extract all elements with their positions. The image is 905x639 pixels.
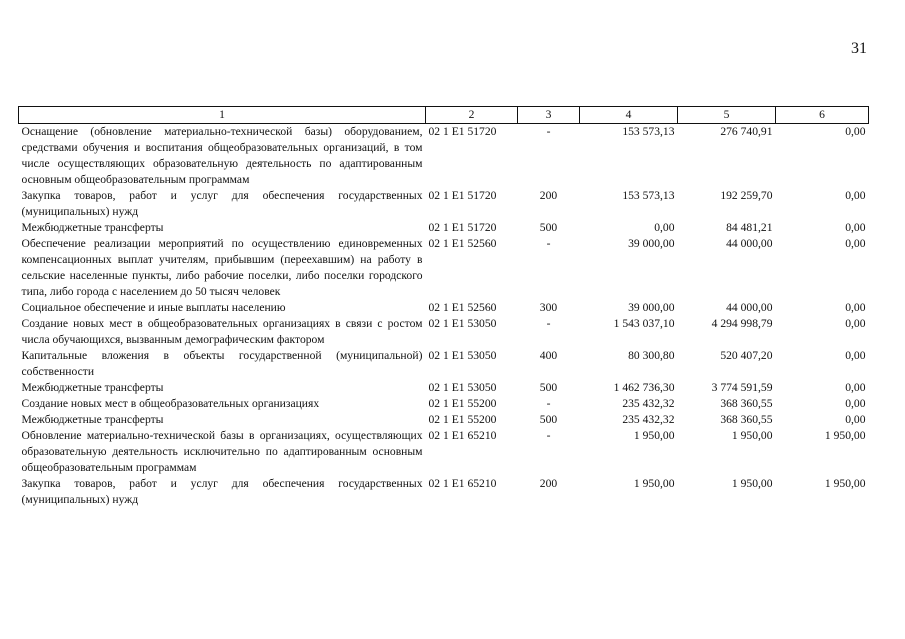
column-header-6: 6	[776, 107, 869, 124]
table-row	[19, 348, 869, 380]
table-row	[19, 220, 869, 236]
row-amount-col6: 0,00	[845, 301, 866, 314]
row-target-code: 02 1 E1 55200	[428, 413, 497, 426]
row-target-code: 02 1 E1 52560	[428, 237, 497, 250]
row-target-code: 02 1 E1 53050	[428, 349, 497, 362]
row-amount-col6: 0,00	[845, 237, 866, 250]
row-description: Оснащение (обновление материально-технической базы) оборудованием, средствами обучения и воспитания общеобразовательных организаций, в том числе осуществляющих образовательную деятельность по адаптированным основным общеобразовательным программам	[21, 125, 423, 186]
row-amount-col4: 1 543 037,10	[613, 317, 675, 330]
row-amount-col6: 0,00	[845, 349, 866, 362]
row-amount-col4: 39 000,00	[628, 237, 675, 250]
table-row	[19, 124, 869, 189]
row-expense-type: -	[546, 237, 551, 250]
row-expense-type: -	[546, 317, 551, 330]
row-amount-col5: 192 259,70	[720, 189, 773, 202]
table-row	[19, 300, 869, 316]
row-expense-type: 400	[539, 349, 558, 362]
row-amount-col6: 0,00	[845, 221, 866, 234]
row-amount-col6: 0,00	[845, 317, 866, 330]
row-target-code: 02 1 E1 51720	[428, 221, 497, 234]
row-expense-type: 300	[539, 301, 558, 314]
table-row	[19, 428, 869, 476]
row-amount-col4: 80 300,80	[628, 349, 675, 362]
row-description: Межбюджетные трансферты	[21, 221, 164, 234]
row-target-code: 02 1 E1 55200	[428, 397, 497, 410]
row-expense-type: -	[546, 397, 551, 410]
row-description: Создание новых мест в общеобразовательных организациях в связи с ростом числа обучающихся, вызванным демографическим фактором	[21, 317, 423, 346]
row-expense-type: -	[546, 429, 551, 442]
table-row	[19, 380, 869, 396]
row-amount-col5: 3 774 591,59	[711, 381, 773, 394]
row-amount-col4: 0,00	[654, 221, 675, 234]
table-row	[19, 476, 869, 508]
row-amount-col6: 0,00	[845, 413, 866, 426]
table-row	[19, 396, 869, 412]
row-amount-col5: 84 481,21	[726, 221, 773, 234]
row-amount-col5: 1 950,00	[731, 429, 773, 442]
page-number: 31	[851, 40, 867, 57]
row-description: Обновление материально-технической базы в организациях, осуществляющих образовательную деятельность исключительно по адаптированным основным общеобразовательным программам	[21, 429, 423, 474]
row-target-code: 02 1 E1 53050	[428, 317, 497, 330]
row-amount-col6: 1 950,00	[824, 477, 866, 490]
row-amount-col5: 44 000,00	[726, 301, 773, 314]
column-header-3: 3	[518, 107, 580, 124]
row-expense-type: 200	[539, 477, 558, 490]
row-amount-col6: 0,00	[845, 125, 866, 138]
row-amount-col5: 1 950,00	[731, 477, 773, 490]
column-header-5: 5	[678, 107, 776, 124]
row-amount-col6: 1 950,00	[824, 429, 866, 442]
row-target-code: 02 1 E1 53050	[428, 381, 497, 394]
row-amount-col5: 368 360,55	[720, 413, 773, 426]
column-header-4: 4	[580, 107, 678, 124]
budget-table	[18, 106, 869, 508]
row-expense-type: 500	[539, 381, 558, 394]
row-target-code: 02 1 E1 51720	[428, 189, 497, 202]
row-expense-type: 200	[539, 189, 558, 202]
row-description: Социальное обеспечение и иные выплаты населению	[21, 301, 286, 314]
table-header-row	[19, 107, 869, 124]
row-amount-col4: 153 573,13	[622, 189, 675, 202]
row-description: Межбюджетные трансферты	[21, 413, 164, 426]
table-row	[19, 236, 869, 300]
row-target-code: 02 1 E1 51720	[428, 125, 497, 138]
row-amount-col5: 276 740,91	[720, 125, 773, 138]
row-amount-col4: 1 462 736,30	[613, 381, 675, 394]
row-description: Создание новых мест в общеобразовательных организациях	[21, 397, 320, 410]
row-description: Капитальные вложения в объекты государственной (муниципальной) собственности	[21, 349, 423, 378]
row-amount-col4: 1 950,00	[633, 477, 675, 490]
column-header-1: 1	[19, 107, 426, 124]
row-amount-col6: 0,00	[845, 189, 866, 202]
row-amount-col6: 0,00	[845, 381, 866, 394]
row-description: Межбюджетные трансферты	[21, 381, 164, 394]
row-amount-col4: 1 950,00	[633, 429, 675, 442]
row-amount-col5: 4 294 998,79	[711, 317, 773, 330]
row-target-code: 02 1 E1 65210	[428, 429, 497, 442]
row-amount-col4: 235 432,32	[622, 413, 675, 426]
row-description: Обеспечение реализации мероприятий по осуществлению единовременных компенсационных выплат учителям, прибывшим (переехавшим) на работу в сельские населенные пункты, либо рабочие поселки, либо поселки городского типа, либо города с населением до 50 тысяч человек	[21, 237, 423, 298]
row-amount-col5: 44 000,00	[726, 237, 773, 250]
row-amount-col4: 39 000,00	[628, 301, 675, 314]
row-description: Закупка товаров, работ и услуг для обеспечения государственных (муниципальных) нужд	[21, 477, 423, 506]
row-expense-type: -	[546, 125, 551, 138]
table-row	[19, 412, 869, 428]
row-description: Закупка товаров, работ и услуг для обеспечения государственных (муниципальных) нужд	[21, 189, 423, 218]
table-body	[19, 124, 869, 509]
row-amount-col4: 235 432,32	[622, 397, 675, 410]
column-header-2: 2	[426, 107, 518, 124]
table-row	[19, 316, 869, 348]
row-expense-type: 500	[539, 221, 558, 234]
row-amount-col4: 153 573,13	[622, 125, 675, 138]
row-amount-col6: 0,00	[845, 397, 866, 410]
row-amount-col5: 368 360,55	[720, 397, 773, 410]
row-amount-col5: 520 407,20	[720, 349, 773, 362]
row-expense-type: 500	[539, 413, 558, 426]
row-target-code: 02 1 E1 65210	[428, 477, 497, 490]
table-row	[19, 188, 869, 220]
row-target-code: 02 1 E1 52560	[428, 301, 497, 314]
